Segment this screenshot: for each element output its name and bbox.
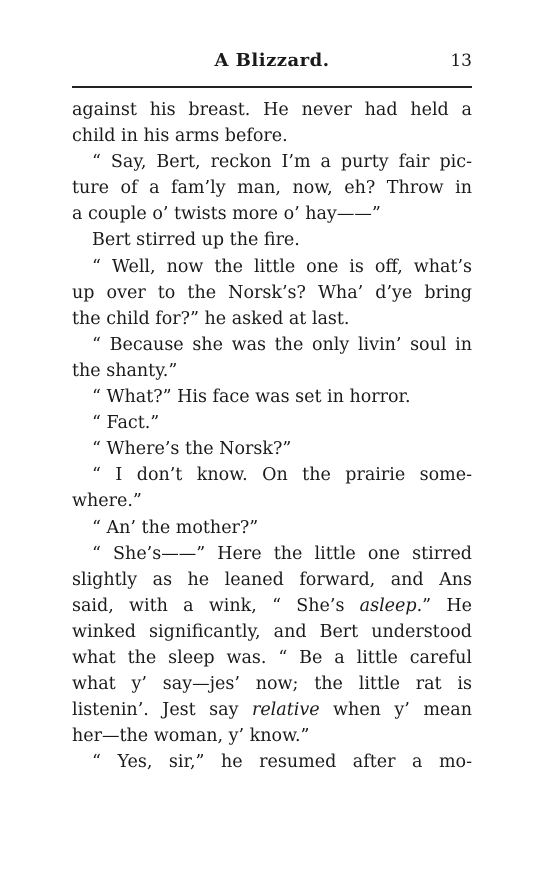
text-line — [72, 280, 472, 306]
text-line — [72, 723, 472, 749]
text-line — [72, 358, 472, 384]
text-segment: “ I don’t know. On the prairie some- — [92, 465, 472, 486]
text-segment: up over to the Norsk’s? Wha’ d’ye bring — [72, 282, 472, 303]
text-segment: “ Where’s the Norsk?” — [92, 439, 292, 460]
text-segment: “ Say, Bert, reckon I’m a purty fair pic- — [92, 152, 472, 173]
text-line — [72, 488, 472, 514]
text-line — [72, 515, 472, 541]
text-line — [72, 97, 472, 123]
text-line — [72, 619, 472, 645]
text-line — [72, 332, 472, 358]
text-segment: her—the woman, y’ know.” — [72, 726, 310, 747]
text-segment: where.” — [72, 491, 142, 512]
text-segment: listenin’. Jest say — [72, 700, 252, 721]
text-line — [72, 697, 472, 723]
text-segment: slightly as he leaned forward, and Ans — [72, 569, 472, 590]
text-segment: “ An’ the mother?” — [92, 517, 259, 538]
text-line — [72, 567, 472, 593]
text-line — [72, 254, 472, 280]
text-segment: “ Yes, sir,” he resumed after a mo- — [92, 752, 472, 773]
text-segment: child in his arms before. — [72, 126, 288, 147]
page-number: 13 — [450, 51, 472, 71]
text-line — [72, 201, 472, 227]
text-segment: the child for?” he asked at last. — [72, 308, 350, 329]
text-line — [72, 436, 472, 462]
running-title: A Blizzard. — [214, 50, 330, 71]
text-line — [72, 541, 472, 567]
text-segment: “ Because she was the only livin’ soul in — [92, 334, 472, 355]
header-rule — [72, 86, 472, 88]
text-segment: what y’ say—jes’ now; the little rat is — [72, 674, 472, 695]
text-segment: “ What?” His face was set in horror. — [92, 387, 411, 408]
italic-text: relative — [251, 700, 320, 721]
text-line — [72, 462, 472, 488]
text-segment: ture of a fam’ly man, now, eh? Throw in — [72, 178, 472, 199]
text-line — [72, 645, 472, 671]
text-segment: “ Well, now the little one is off, what’s — [92, 256, 472, 277]
text-segment: against his breast. He never had held a — [72, 100, 472, 120]
text-line — [72, 384, 472, 410]
text-line — [72, 123, 472, 149]
text-line — [72, 671, 472, 697]
text-line — [72, 593, 472, 619]
text-segment: what the sleep was. “ Be a little careful — [72, 647, 472, 668]
text-segment: ” He — [422, 595, 472, 616]
text-segment: a couple o’ twists more o’ hay——” — [72, 204, 381, 225]
text-line — [72, 149, 472, 175]
text-line — [72, 175, 472, 201]
running-head — [72, 50, 472, 76]
text-line — [72, 227, 472, 253]
text-line — [72, 306, 472, 332]
text-segment: winked significantly, and Bert understood — [72, 621, 472, 642]
text-segment: “ She’s——” Here the little one stirred — [92, 543, 472, 564]
italic-text: asleep. — [359, 595, 423, 616]
text-line — [72, 749, 472, 775]
text-segment: said, with a wink, “ She’s — [72, 595, 360, 616]
text-segment: “ Fact.” — [92, 413, 160, 434]
text-line — [72, 410, 472, 436]
text-body — [72, 97, 472, 775]
text-segment: when y’ mean — [319, 700, 472, 721]
text-segment: the shanty.” — [72, 360, 178, 381]
text-segment: Bert stirred up the fire. — [92, 230, 300, 251]
